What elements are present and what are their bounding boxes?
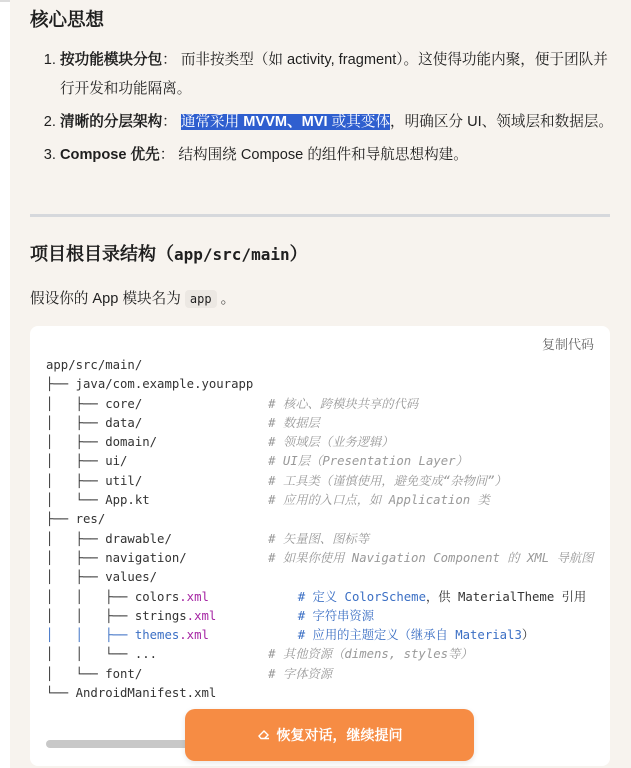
copy-code-button[interactable]: 复制代码 — [541, 337, 594, 352]
code-text: │ ├── util/ — [46, 473, 269, 488]
hl-c: 或其变体 — [327, 114, 391, 130]
list-item — [60, 141, 622, 170]
item-bold: Compose 优先 — [60, 147, 160, 163]
code-comment: # 如果你使用 Navigation Component 的 XML 导航图 — [268, 550, 594, 565]
code-text: └── AndroidManifest.xml — [46, 686, 217, 701]
code-text: .xml — [186, 608, 217, 623]
code-line — [46, 549, 593, 568]
item-sep: ： — [162, 114, 177, 130]
code-text: │ │ ├── strings — [46, 608, 187, 623]
item-bold: 按功能模块分包 — [60, 52, 163, 68]
item-bold: 清晰的分层架构 — [60, 114, 163, 130]
code-text — [209, 590, 298, 604]
resume-conversation-button[interactable] — [185, 709, 474, 761]
code-text: │ ├── core/ — [46, 396, 269, 411]
code-comment: Material3 — [455, 628, 522, 643]
code-line — [46, 356, 593, 375]
code-text: │ ├── drawable/ — [46, 531, 269, 546]
resume-button-label: 恢复对话，继续提问 — [276, 727, 403, 743]
code-line — [46, 395, 593, 414]
code-line — [46, 530, 593, 549]
inline-code: app — [185, 290, 217, 308]
code-text: .xml — [179, 628, 209, 643]
code-content — [46, 356, 593, 703]
section-title-structure — [30, 240, 308, 266]
item-text: ，明确区分 UI、领域层和数据层。 — [390, 114, 614, 130]
code-block — [30, 326, 610, 766]
code-text: .xml — [179, 589, 209, 604]
code-text: │ │ ├── colors — [46, 589, 180, 604]
code-line — [46, 665, 593, 684]
code-line — [46, 684, 593, 703]
code-text: app/src/main/ — [46, 358, 143, 372]
code-line — [46, 645, 593, 664]
code-line — [46, 414, 593, 433]
code-line — [46, 568, 593, 587]
selected-text[interactable] — [181, 114, 390, 130]
code-line — [46, 510, 593, 529]
code-text — [209, 628, 298, 642]
item-sep: ： — [159, 147, 175, 163]
code-comment: # 其他资源（dimens, styles等） — [268, 647, 473, 662]
title-pre: 项目根目录结构（ — [30, 244, 174, 264]
code-text: │ │ └── ... — [46, 647, 269, 662]
item-sep: ： — [162, 52, 177, 68]
code-text: │ │ ├── — [46, 628, 135, 643]
code-line — [46, 607, 593, 626]
code-text: │ └── font/ — [46, 666, 269, 681]
hl-b: MVVM、MVI — [243, 114, 328, 130]
code-comment: # UI层（Presentation Layer） — [268, 454, 468, 469]
code-text: │ ├── data/ — [46, 415, 269, 430]
core-ideas-list — [42, 46, 622, 174]
code-comment: # 定义 ColorScheme — [297, 589, 426, 604]
section-title-core-ideas: 核心思想 — [30, 9, 105, 30]
list-item — [60, 46, 622, 104]
para-pre: 假设你的 App 模块名为 — [30, 291, 185, 307]
code-text: │ ├── domain/ — [46, 435, 269, 450]
code-text: ├── res/ — [46, 512, 106, 527]
code-text: │ ├── navigation/ — [46, 550, 269, 565]
code-line — [46, 452, 593, 471]
code-line — [46, 626, 593, 645]
title-post: ） — [289, 244, 308, 264]
code-comment: # 字体资源 — [268, 666, 333, 681]
para-post: 。 — [216, 291, 236, 307]
eraser-icon — [257, 727, 271, 744]
code-text: │ └── App.kt — [46, 493, 269, 508]
structure-paragraph — [30, 287, 235, 308]
code-text: ├── java/com.example.yourapp — [46, 377, 254, 392]
code-text: ，供 MaterialTheme 引用 — [425, 589, 587, 604]
code-text — [216, 609, 297, 623]
list-item — [60, 108, 622, 137]
code-comment: # 核心、跨模块共享的代码 — [268, 396, 419, 411]
code-comment: # 领域层（业务逻辑） — [268, 435, 394, 450]
code-line — [46, 472, 593, 491]
item-text: 结构围绕 Compose 的组件和导航思想构建。 — [174, 147, 468, 163]
code-text: │ ├── ui/ — [46, 454, 269, 469]
divider — [30, 214, 610, 217]
code-line — [46, 588, 593, 607]
hl-a: 通常采用 — [180, 114, 244, 130]
code-comment: # 工具类（谨慎使用，避免变成“杂物间”） — [268, 473, 507, 488]
code-comment: # 矢量图、图标等 — [268, 531, 369, 546]
code-line — [46, 433, 593, 452]
code-comment: # 字符串资源 — [297, 608, 375, 623]
title-code: app/src/main — [174, 245, 290, 264]
code-text: │ ├── values/ — [46, 570, 158, 585]
code-comment: # 应用的入口点，如 Application 类 — [268, 493, 490, 508]
code-text: ） — [521, 628, 535, 643]
item-text: 而非按类型（如 activity, fragment）。这使得功能内聚，便于团队并行开发和功能隔离。 — [60, 52, 608, 97]
code-line — [46, 491, 593, 510]
code-comment: # 应用的主题定义（继承自 — [297, 628, 456, 643]
code-text: themes — [134, 628, 180, 643]
code-line — [46, 375, 593, 394]
code-comment: # 数据层 — [268, 415, 320, 430]
